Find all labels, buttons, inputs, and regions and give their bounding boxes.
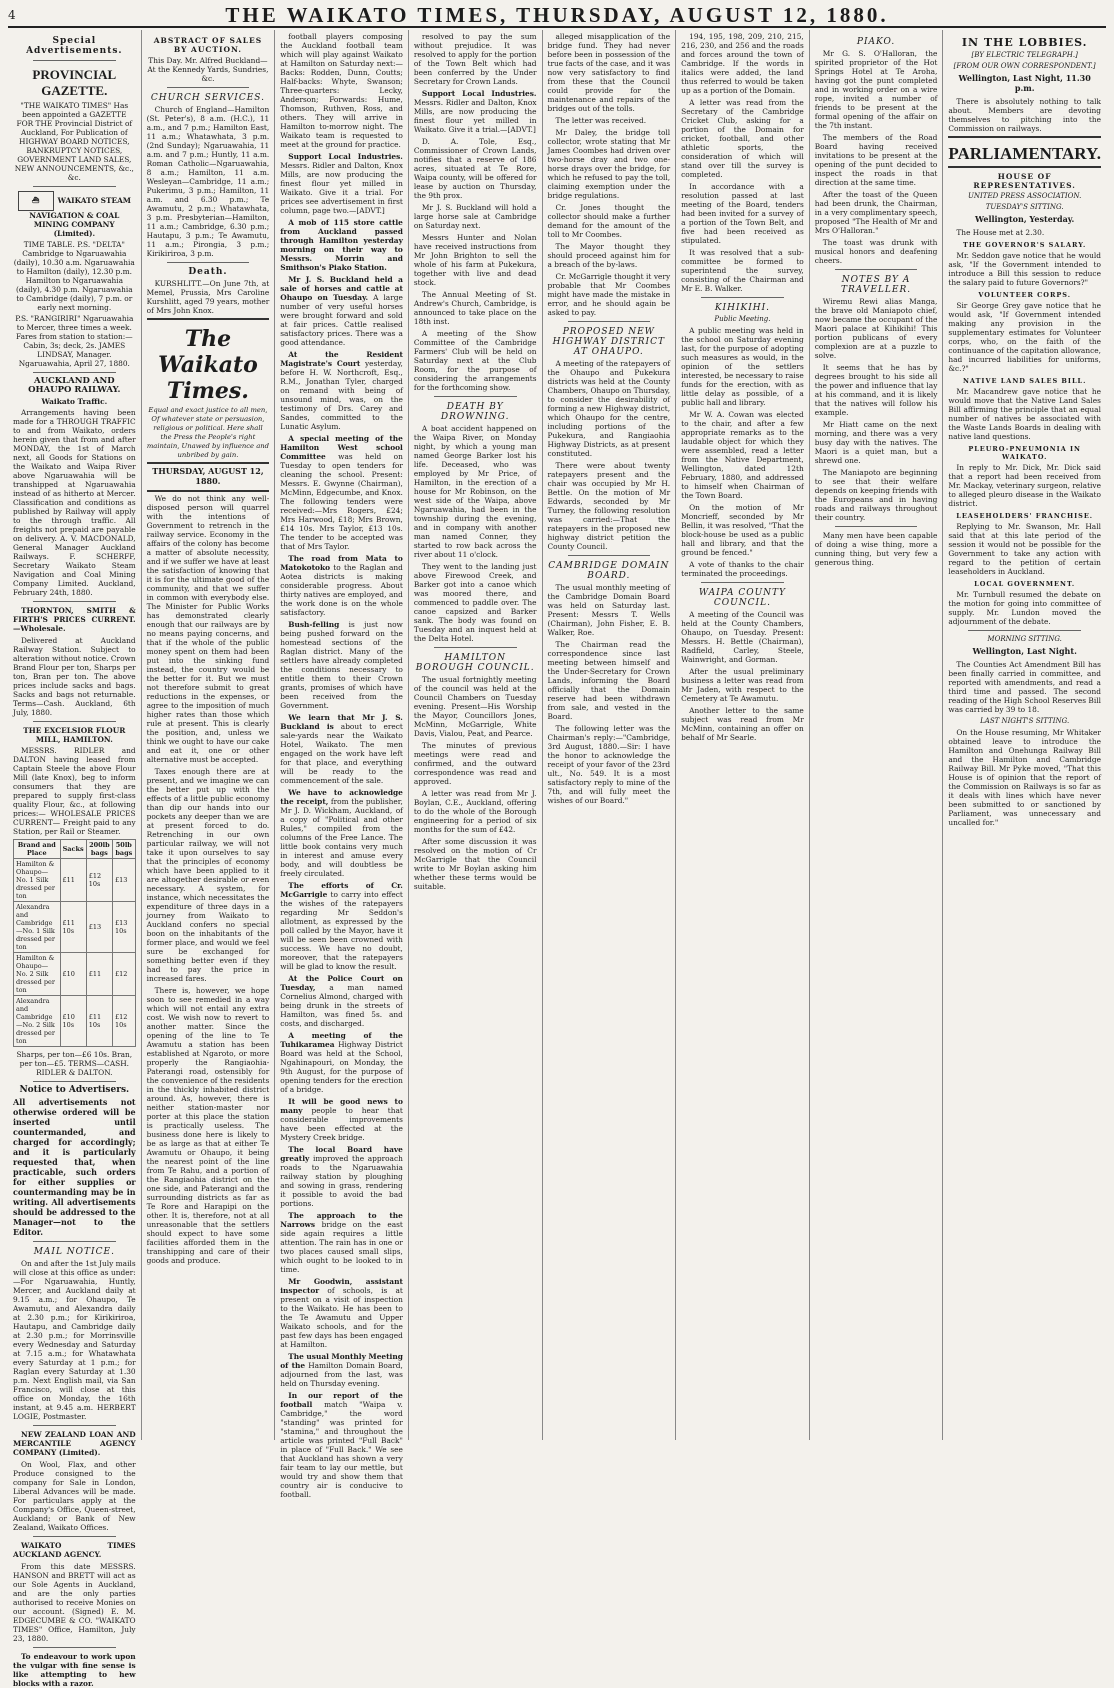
news-item — [280, 350, 403, 431]
waikato-traffic: Waikato Traffic. — [41, 397, 108, 406]
traveller-paragraph: It seems that he has by degrees brought to his side all the power and influence that lay at his command, and it is likely that the natives will follow his example. — [814, 363, 938, 417]
drowning-paragraph: They went to the landing just above Firewood Creek, and Barker got into a canoe which was moored there, and commenced to paddle over. The canoe capsized and Barker sank. The body was found on Tuesday and an inquest held at the Delta Hotel. — [413, 562, 537, 643]
news-paragraph: A letter was read from the Secretary of the Cambridge Cricket Club, asking for a portion of the Domain for cricket, football, and other athletic sports, the consideration of which will stand over till the survey is completed. — [681, 98, 804, 179]
kihikihi-paragraph: On the motion of Mr Moncrieff, seconded by Mr Bellin, it was resolved, "That the block-house be used as a public hall and library, and that the ground be fenced." — [681, 503, 804, 557]
masthead — [8, 4, 1106, 28]
steam-title — [13, 191, 136, 238]
kihikihi-paragraph: Mr W. A. Cowan was elected to the chair, and after a few appropriate remarks as to the laudable object for which they were assembled, read a letter from the Native Department, Wellington, dated 12th February, 1880, and addressed to himself when Chairman of the Town Board. — [681, 410, 804, 500]
page-number: 4 — [8, 8, 16, 22]
table-cell: Hamilton & Ohaupo—No. 2 Silk dressed per ton — [14, 953, 61, 996]
thornton-title: THORNTON, SMITH & FIRTH'S PRICES CURRENT.—Wholesale. — [13, 606, 136, 633]
rangiriri-notice: P.S. "RANGIRIRI" Ngaruawahia to Mercer, three times a week. Fares from station to station:—Cabin, 3s; deck, 2s. JAMES LINDSAY, Manager. Ngaruawahia, April 27, 1880. — [15, 314, 134, 368]
news-item — [280, 1145, 403, 1208]
timetable: TIME TABLE. P.S. "DELTA" Cambridge to Ngaruawahia (daily), 10.30 a.m. Ngaruawahia to Hamilton (daily), 12.30 p.m. Hamilton to Ngaruawahia (daily), 4.30 p.m. Ngaruawahia to Cambridge (daily), 7 p.m. or early next morning. — [13, 240, 135, 312]
piako-paragraph: Mr G. S. O'Halloran, the spirited proprietor of the Hot Springs Hotel at Te Aroha, having got the punt completed and in working order on a wire rope, invited a number of friends to be present at the formal opening of the affair on the 7th instant. — [814, 49, 938, 130]
gazette-body: "THE WAIKATO TIMES" Has been appointed a GAZETTE FOR THE Provincial District of Auckland, For Publication of HIGHWAY BOARD NOTICES, BANKRUPTCY NOTICES, GOVERNMENT LAND SALES, NEW ANNOUNCEMENTS, &c., &c. — [14, 101, 134, 182]
divider — [33, 60, 116, 61]
table-cell: £11 10s — [86, 996, 112, 1047]
news-intro: 194, 195, 198, 209, 210, 215, 216, 230, and 256 and the roads and forces around the town of Cambridge. If the words in italics were added, the land thus referred to would be taken up as a portion of the Domain. — [681, 32, 804, 95]
endeavour-quote: To endeavour to work upon the vulgar with fine sense is like attempting to hew blocks with a razor. — [13, 1652, 136, 1688]
news-item-title: At the Police Court on Tuesday, — [280, 974, 403, 992]
item-body: Mr. Macandrew gave notice that he would move that the Native Land Sales Bill affirming the principle that an equal number of natives be associated with the Waste Lands Boards in dealing with native land questions. — [948, 387, 1101, 441]
mail-title: MAIL NOTICE. — [33, 1247, 115, 1257]
domain-paragraph: The usual monthly meeting of the Cambridge Domain Board was held on Saturday last. Present: Messrs T. Wells (Chairman), John Fisher, E. B. Walker, Roe. — [547, 583, 671, 637]
agency-title: WAIKATO TIMES AUCKLAND AGENCY. — [13, 1541, 136, 1559]
waipa-paragraph: A meeting of the Council was held at the County Chambers, Ohaupo, on Tuesday. Present: Messrs. H. Bettle (Chairman), Radfield, Carley, Steele, Wainwright, and Gorman. — [681, 610, 804, 664]
nzloan-body: On Wool, Flax, and other Produce consigned to the company for Sale in London, Liberal Advances will be made. For particulars apply at the Company's Office, Queen-street, Auckland; or Bank of New Zealand, Waikato Offices. — [13, 1460, 136, 1532]
waipa-paragraph: Another letter to the same subject was read from Mr McMinn, containing an offer on behalf of Mr Searle. — [681, 706, 804, 742]
news-item-body: improved the approach roads to the Ngaruawahia railway station by ploughing and sowing in grass, rendering it possible to avoid the bad portions. — [280, 1154, 403, 1208]
last-sitting-title: LAST NIGHT'S SITTING. — [980, 717, 1070, 725]
divider — [434, 647, 517, 648]
column-7 — [810, 30, 944, 1440]
table-row — [14, 996, 136, 1047]
news-item-title: The efforts of Cr. McGarrigle — [280, 881, 403, 899]
news-item-title: The local Board have greatly — [280, 1145, 403, 1163]
news-item-body: Highway District Board was held at the School, Ngahinapouri, on Monday, the 9th August, for the purpose of opening tenders for the erection of a bridge. — [280, 1040, 403, 1094]
news-item-title: Support Local Industries. — [421, 89, 537, 98]
nzloan-title: NEW ZEALAND LOAN AND MERCANTILE AGENCY COMPANY (Limited). — [13, 1430, 136, 1457]
lobbies-subtitle: [BY ELECTRIC TELEGRAPH.] — [971, 51, 1078, 59]
table-cell: £11 — [60, 859, 86, 902]
paper-motto: Equal and exact justice to all men, Of whatever state or persuasion, religious or political. Here shall the Press the People's right maintain, Unawed by influence and unbribed by gain. — [146, 406, 270, 459]
proposed-title: PROPOSED NEW HIGHWAY DISTRICT AT OHAUPO. — [552, 327, 665, 357]
piako-paragraph: The members of the Road Board having received invitations to be present at the opening of the punt decided to inspect the roads in that direction at the same time. — [814, 133, 938, 187]
football-intro: football players composing the Auckland football team which will play against Waikato at Hamilton on Saturday next:—Backs: Rodden, Dunn, Coutts; Half-backs: Whyte, Swanson; Three-quarters: Lecky, Anderson; Forwards: Hume, Thomson, Ruthven, Ross, and others. They will arrive in Hamilton to-morrow night. The Waikato team is requested to meet at the ground for practice. — [280, 32, 403, 149]
table-header: 50lb bags — [113, 840, 136, 859]
borough-paragraph: The usual fortnightly meeting of the council was held at the Council Chambers on Tuesday evening. Present—His Worship the Mayor, Councillors Jones, McMinn, McGarrigle, White Davis, Vialou, Peat, and Pearce. — [413, 675, 537, 738]
news-item — [280, 1211, 403, 1274]
divider — [147, 490, 270, 492]
news-paragraph: In accordance with a resolution passed at last meeting of the Board, tenders had been invited for a survey of a portion of the Town Belt, and five had been received as stipulated. — [681, 182, 804, 245]
divider — [33, 721, 116, 722]
news-item-title: A special meeting of the Hamilton West school Committee — [280, 434, 403, 461]
divider — [568, 555, 651, 556]
news-item-body: Hamilton Domain Board, adjourned from the last, was held on Thursday evening. — [280, 1361, 403, 1388]
many-men-quote: Many men have been capable of doing a wise thing, more a cunning thing, but very few a generous thing. — [814, 531, 938, 567]
column-4 — [409, 30, 543, 1440]
news-item — [414, 89, 537, 134]
steamship-icon: ⛴ — [18, 191, 54, 211]
news-item — [280, 1277, 403, 1349]
table-cell: £13 — [86, 902, 112, 953]
news-intro: resolved to pay the sum without prejudice. It was resolved to apply for the portion of the Town Belt which had been conferred by the Under Secretary for Crown Lands. — [413, 32, 537, 86]
column-8 — [943, 30, 1106, 1440]
item-title: VOLUNTEER CORPS. — [978, 291, 1071, 299]
news-item — [280, 152, 403, 215]
item-title: PLEURO-PNEUMONIA IN WAIKATO. — [968, 445, 1081, 461]
news-item-title: The usual Monthly Meeting of the — [280, 1352, 403, 1370]
table-cell: Alexandra and Cambridge—No. 2 Silk dressed per ton — [14, 996, 61, 1047]
house-title: HOUSE OF REPRESENTATIVES. — [973, 172, 1076, 190]
drowning-paragraph: A boat accident happened on the Waipa River, on Monday night, by which a young man named George Barker lost his life. Deceased, who was employed by Mr Price, of Hamilton, in the erection of a house for Mr Robinson, on the west side of the Waipa, above Ngaruawahia, had been in the township during the evening, and in company with another man named Conner, they started to row back across the river about 11 o'clock. — [413, 424, 537, 559]
divider — [701, 297, 784, 298]
divider — [434, 396, 517, 397]
news-item-title: Bush-felling — [288, 620, 340, 629]
agency-body: From this date MESSRS. HANSON and BRETT will act as our Sole Agents in Auckland, and are the only parties authorised to receive Monies on our account. (Signed) E. M. EDGECUMBE & CO. "WAIKATO TIMES" Office, Hamilton, July 23, 1880. — [13, 1562, 136, 1643]
press-association: UNITED PRESS ASSOCIATION. — [968, 192, 1082, 200]
news-item-title: The approach to the Narrows — [280, 1211, 403, 1229]
table-cell: £12 10s — [113, 996, 136, 1047]
news-item-body: Messrs. Ridler and Dalton, Knox Mills, are now producing the finest flour yet milled in Waikato. Give it a trial.—[ADVT.] — [413, 98, 537, 134]
divider — [167, 87, 250, 88]
news-item — [280, 1391, 403, 1499]
news-item-body: of schools, is at present on a visit of inspection to the Waikato. He has been to the Te Awamutu and Upper Waikato schools, and for the past few days has been engaged at Hamilton. — [280, 1286, 403, 1349]
column-1 — [8, 30, 142, 1688]
table-header: Sacks — [60, 840, 86, 859]
table-header: 200lb bags — [86, 840, 112, 859]
notice-title: Notice to Advertisers. — [19, 1085, 130, 1095]
news-paragraph: Mr J. S. Buckland will hold a large horse sale at Cambridge on Saturday next. — [413, 203, 537, 230]
lobbies-dateline: Wellington, Last Night, 11.30 p.m. — [958, 73, 1091, 93]
traveller-paragraph: Wiremu Rewi alias Manga, the brave old Maniapoto chief, now became the occupant of the Maori palace at Kihikihi! This portion publicans of every complexion are at a puzzle to solve. — [814, 297, 938, 360]
editorial-paragraph: Taxes enough there are at present, and we imagine we can the better put up with the effects of a little public economy than dip our hands into our pockets any deeper than we are at present forced to do. Retrenching in our own particular railway, we will not take it upon ourselves to say that the principles of economy which have been applied to it are altogether desirable or even necessary. A system, for instance, which necessitates the expenditure of three days in a journey from Waikato to Auckland confers no special boon on the inhabitants of the former place, and would we feel sure be exchanged for something better even if they had to pay the price in increased fares. — [146, 767, 270, 983]
steam-title-text: WAIKATO STEAM NAVIGATION & COAL MINING COMPANY (Limited). — [29, 196, 131, 238]
news-item — [280, 434, 403, 551]
divider — [968, 630, 1081, 631]
divider — [948, 166, 1101, 168]
divider — [568, 321, 651, 322]
editorial-paragraph: We do not think any well-disposed person will quarrel with the intentions of Government to retrench in the railway service. Economy in the affairs of the colony has become a matter of absolute necessity, and if we suffer we have at least the satisfaction of knowing that it is for the ultimate good of the community, and that we suffer in common with everybody else. The Minister for Public Works has demonstrated clearly enough that our railways are by no means paying concerns, and that if the whole of the public money spent on them had been put into the sinking fund instead, the country would be the better for it. But we must not therefore submit to great reductions in the expenses, or agree to the imposition of much higher rates than those which rule at present. This is clearly the position, and, unless we think we ought to have our cake and eat it, one or other alternative must be accepted. — [146, 494, 270, 764]
news-item-body: Messrs. Ridler and Dalton, Knox Mills, are now producing the finest flour yet milled in Waikato. Give it a trial. For prices see advertisement in first column, page two.—[ADVT.] — [280, 161, 403, 215]
divider — [835, 269, 918, 270]
news-paragraph: Cr. Jones thought the collector should make a further demand for the amount of the toll to Mr Coombes. — [547, 203, 671, 239]
news-paragraph: A meeting of the Show Committee of the Cambridge Farmers' Club will be held on Saturday next at the Club Room, for the purpose of considering the arrangements for the forthcoming show. — [413, 329, 537, 392]
news-item — [280, 1097, 403, 1142]
divider — [948, 136, 1101, 138]
divider — [33, 1536, 116, 1537]
news-item-body: A large number of very useful horses were brought forward and sold at fair prices. Cattle realised satisfactory prices. There was a good attendance. — [280, 293, 403, 347]
morning-sitting-title: MORNING SITTING. — [987, 635, 1062, 643]
piako-title: PIAKO. — [856, 37, 896, 47]
traveller-title: NOTES BY A TRAVELLER. — [841, 275, 912, 295]
railway-body: Arrangements having been made for a THROUGH TRAFFIC to and from Waikato, orders herein given that from and after MONDAY, the 1st of March next, all Goods for Stations on the Waikato and Waipa River above Ngaruawahia will be transhipped at Ngaruawahia instead of as hitherto at Mercer. Classification and conditions as published by Railway will apply to the through traffic. All freights not prepaid are payable on delivery. A. V. MACDONALD, General Manager Auckland Railways. F. SCHERFF, Secretary Waikato Steam Navigation and Coal Mining Company Limited. Auckland, February 24th, 1880. — [13, 408, 136, 597]
wellington-dateline: Wellington, Yesterday. — [975, 214, 1075, 224]
borough-paragraph: A letter was read from Mr J. Boylan, C.E., Auckland, offering to do the whole of the Borough engineering for a period of six months for the sum of £42. — [413, 789, 537, 834]
table-cell: £12 — [113, 953, 136, 996]
news-item-title: A mob of 115 store cattle from Auckland passed through Hamilton yesterday morning on their way to Messrs. Morrin and Smithson's Piako Station. — [280, 218, 403, 272]
table-cell: £11 — [86, 953, 112, 996]
news-item-title: The road from Mata to Matokotoko — [280, 554, 403, 572]
notice-body: All advertisements not otherwise ordered will be inserted until countermanded, and charged for accordingly; and it is particularly requested that, when practicable, such orders for either supplies or countermanding may be in writing. All advertisements should be addressed to the Manager—not to the Editor. — [13, 1097, 136, 1237]
news-item — [280, 218, 403, 272]
table-cell: £13 — [113, 859, 136, 902]
item-body: Replying to Mr. Swanson, Mr. Hall said that at this late period of the session it would not be possible for the Government to take any action with regard to the petition of certain leaseholders in Auckland. — [948, 522, 1101, 576]
news-item — [280, 275, 403, 347]
column-3 — [275, 30, 409, 1499]
table-row — [14, 953, 136, 996]
kihikihi-paragraph: A vote of thanks to the chair terminated the proceedings. — [681, 560, 804, 578]
news-item-body: from the publisher, Mr J. D. Wickham, Auckland, of a copy of "Political and other Rules," compiled from the columns of the Free Lance. The little book contains very much in interest and amuse every body, and will doubtless be freely circulated. — [280, 797, 403, 878]
news-item — [280, 554, 403, 617]
news-item-body: match "Waipa v. Cambridge," the word "standing" was printed for "stamina," and throughout the article was printed "Full Back" in place of "Full Back." We see that Auckland has shown a very fair team to lay our mettle, but would try and show them that country air is conducive to football. — [280, 1400, 403, 1499]
domain-paragraph: The following letter was the Chairman's reply:—"Cambridge, 3rd August, 1880.—Sir: I have the honor to acknowledge the receipt of your favor of the 23rd ult., No. 549. It is a most satisfactory reply to mine of the 7th, and will fully meet the wishes of our Board." — [547, 724, 671, 805]
church-body: Church of England—Hamilton (St. Peter's), 8 a.m. (H.C.), 11 a.m., and 7 p.m.; Hamilton East, 11 a.m.; Whatawhata, 3 p.m. (2nd Sunday); Ngaruawahia, 11 a.m. and 7 p.m.; Huntly, 11 a.m. Roman Catholic—Ngaruawahia, 8 a.m.; Hamilton, 11 a.m. Wesleyan—Cambridge, 11 a.m.; Pukerimu, 3 p.m.; Hamilton, 11 a.m. and 6.30 p.m.; Te Awamutu, 2 p.m.; Whatawhata, 3 p.m. Presbyterian—Hamilton, 11 a.m.; Cambridge, 6.30 p.m.; Hautapu, 3 p.m.; Te Awamutu, 11 a.m.; Pirongia, 3 p.m.; Kirikiriroa, 3 p.m. — [146, 105, 270, 258]
divider — [147, 318, 270, 320]
divider — [167, 262, 250, 263]
death-title: Death. — [188, 267, 228, 277]
news-item-body: yesterday, before H. W. Northcroft, Esq., R.M., Jonathan Tyler, charged on remand with being of unsound mind, was, on the testimony of Drs. Carey and Sandes, committed to the Lunatic Asylum. — [280, 359, 403, 431]
house-rose: The House met at 2.30. — [956, 228, 1045, 237]
news-item — [280, 1352, 403, 1388]
news-paragraph: Messrs Hunter and Nolan have received instructions from Mr John Brighton to sell the whole of his farm at Pukekura, together with live and dead stock. — [413, 233, 537, 287]
kihikihi-paragraph: A public meeting was held in the school on Saturday evening last, for the purpose of adopting such measures as would, in the opinion of the settlers interested, be necessary to raise funds for the erection, with as little delay as possible, of a public hall and library. — [681, 326, 804, 407]
borough-title: HAMILTON BOROUGH COUNCIL. — [415, 653, 535, 673]
news-item — [280, 974, 403, 1028]
news-item-body: is just now being pushed forward on the homestead sections of the Raglan district. Many of the settlers have already completed the conditions necessary to entitle them to their Crown grants, promises of which have been received from the Government. — [280, 620, 403, 710]
divider — [33, 372, 116, 373]
news-item-title: It will be good news to many — [280, 1097, 403, 1115]
column-6 — [676, 30, 810, 1440]
news-paragraph: It was resolved that a sub-committee be formed to superintend the survey, consisting of the Chairman and Mr E. B. Walker. — [681, 248, 804, 293]
proposed-paragraph: A meeting of the ratepayers of the Ohaupo and Pukekura districts was held at the County Chambers, Ohaupo on Thursday, to consider the desirability of forming a new Highway district, which Ohaupo for the centre, including portions of the Pukekura, and Rangiaohia Highway Districts, as at present constituted. — [547, 359, 671, 458]
paper-title: The Waikato Times. — [158, 326, 258, 404]
news-item — [280, 713, 403, 785]
news-paragraph: D. A. Tole, Esq., Commissioner of Crown Lands, notifies that a reserve of 186 acres, situated at Te Rore, Waipa county, will be offered for lease by auction on Thursday, the 9th prox. — [413, 137, 537, 200]
railway-title: AUCKLAND AND OHAUPO RAILWAY. — [28, 376, 121, 395]
issue-date: THURSDAY, AUGUST 12, 1880. — [152, 466, 264, 486]
divider — [147, 462, 270, 464]
news-item — [280, 881, 403, 971]
news-item-body: about to erect sale-yards near the Waikato Hotel, Waikato. The men engaged on the work have left for that place, and everything will be ready to the commencement of the sale. — [280, 722, 403, 785]
mail-body: On and after the 1st July mails will close at this office as under:—For Ngaruawahia, Huntly, Mercer, and Auckland daily at 9.15 a.m.; for Ohaupo, Te Awamutu, and Alexandra daily at 2.30 p.m.; for Kirikiriroa, Hautapu, and Cambridge daily at 2.30 p.m.; for Morrinsville every Wednesday and Saturday at 7.15 a.m.; for Whatawhata every Saturday at 1 p.m.; for Raglan every Saturday at 1.30 p.m. Next English mail, via San Francisco, will close at this office on Monday, the 16th instant, at 9.45 a.m. HERBERT LOGIE, Postmaster. — [13, 1259, 136, 1421]
news-paragraph: The Mayor thought they should proceed against him for a breach of the by-laws. — [547, 242, 671, 269]
piako-paragraph: After the toast of the Queen had been drunk, the Chairman, in a very complimentary speech, proposed "The Health of Mr and Mrs O'Halloran." — [814, 190, 938, 235]
table-row — [14, 902, 136, 953]
editorial-paragraph: There is, however, we hope soon to see remedied in a way which will not entail any extra cost. We wish now to revert to another matter. Since the opening of the line to Te Awamutu a station has been established at Ngaroto, or more properly the Rangiaohia-Paterangi road, ostensibly for the convenience of the residents in the thickly inhabited district around. As, however, there is neither station-master nor porter at this place the station is practically useless. The business done here is likely to be as large as that at either Te Awamutu or Ohaupo, it being the nearest point of the line from Te Rahu, and a portion of the Rangiaohia district on the one side, and Paterangi and the surrounding districts as far as Te Rore and Harapipi on the other. It is, therefore, not at all unreasonable that the settlers should expect to have some facilities afforded them in the transhipping and care of their goods and produce. — [146, 986, 270, 1265]
news-item — [280, 620, 403, 710]
church-title: CHURCH SERVICES. — [150, 93, 265, 103]
item-title: LEASEHOLDERS' FRANCHISE. — [956, 512, 1094, 520]
item-body: Mr. Turnbull resumed the debate on the motion for going into committee of supply. Mr. Lundon moved the adjournment of the debate. — [948, 590, 1101, 626]
table-header-row — [14, 840, 136, 859]
proposed-paragraph: There were about twenty ratepayers present and the chair was occupied by Mr H. Bettle. On the motion of Mr Edwards, seconded by Mr Turney, the following resolution was carried:—That the ratepayers in the proposed new highway district petition the County Council. — [547, 461, 671, 551]
table-cell: £10 10s — [60, 996, 86, 1047]
news-item-title: We learn that Mr J. S. Buckland is — [280, 713, 403, 731]
domain-paragraph: The Chairman read the correspondence since last meeting between himself and the Under-Secretary for Crown Lands, informing the Board officially that the Domain reserve had been withdrawn from sale, and vested in the Board. — [547, 640, 671, 721]
table-cell: £11 10s — [60, 902, 86, 953]
drowning-title: DEATH BY DROWNING. — [440, 402, 510, 422]
item-body: Mr. Seddon gave notice that he would ask, "If the Government intended to introduce a Bill this session to reduce the salary paid to future Governors?" — [948, 251, 1101, 287]
item-title: NATIVE LAND SALES BILL. — [962, 377, 1087, 385]
table-cell: Alexandra and Cambridge—No. 1 Silk dressed per ton — [14, 902, 61, 953]
parliamentary-title: PARLIAMENTARY. — [948, 144, 1101, 163]
lobbies-from: [FROM OUR OWN CORRESPONDENT.] — [953, 62, 1096, 70]
divider — [33, 1425, 116, 1426]
news-item-title: At the Resident Magistrate's Court — [280, 350, 403, 368]
sitting-title: TUESDAY'S SITTING. — [985, 203, 1064, 211]
news-item — [280, 788, 403, 878]
table-cell: £10 — [60, 953, 86, 996]
news-item-body: a man named Cornelius Almond, charged with being drunk in the streets of Hamilton, was fined 5s. and costs, and discharged. — [280, 983, 403, 1028]
news-item-title: We have to acknowledge the receipt, — [280, 788, 403, 806]
news-paragraph: The letter was received. — [555, 116, 647, 125]
excelsior-body: MESSRS. RIDLER and DALTON having leased from Captain Steele the above Flour Mill (late Knox), beg to inform consumers that they are prepared to supply first-class quality Flour, &c., at following prices:— WHOLESALE PRICES CURRENT— Freight paid to any Station, per Rail or Steamer. — [13, 746, 136, 836]
death-body: KURSHLITT.—On June 7th, at Memel, Prussia, Mrs Caroline Kurshlitt, aged 79 years, mother of Mrs John Knox. — [146, 279, 270, 315]
waipa-paragraph: After the usual preliminary business a letter was read from Mr Jaden, with respect to the Cemetery at Te Awamutu. — [681, 667, 804, 703]
column-5 — [543, 30, 677, 1440]
morning-body: The Counties Act Amendment Bill has been finally carried in committee, and reported with amendments, and read a third time and passed. The second reading of the High School Reserves Bill was carried by 39 to 18. — [948, 660, 1101, 714]
news-item — [280, 1031, 403, 1094]
piako-paragraph: The toast was drunk with musical honors and deafening cheers. — [814, 238, 938, 265]
traveller-paragraph: Mr Hiatt came on the next morning, and there was a very busy day with the natives. The Maori is a quiet man, but a shrewd one. — [814, 420, 938, 465]
divider — [33, 601, 116, 602]
table-cell: £12 10s — [86, 859, 112, 902]
divider — [701, 582, 784, 583]
lobbies-body: There is absolutely nothing to talk about. Members are devoting themselves to pitching into the Commission on railways. — [948, 97, 1101, 133]
freight-footer: Sharps, per ton—£6 10s. Bran, per ton—£5. TERMS—CASH. RIDLER & DALTON. — [16, 1050, 133, 1077]
table-row — [14, 859, 136, 902]
morning-dateline: Wellington, Last Night. — [972, 646, 1077, 656]
divider — [33, 1081, 116, 1082]
table-header: Brand and Place — [14, 840, 61, 859]
waipa-title: WAIPA COUNTY COUNCIL. — [698, 588, 786, 608]
sales-title: ABSTRACT OF SALES BY AUCTION. — [153, 36, 263, 54]
divider — [33, 186, 116, 187]
borough-paragraph: The minutes of previous meetings were read and confirmed, and the outward correspondence was read and approved. — [413, 741, 537, 786]
news-item-body: was held on Tuesday to open tenders for cleaning the school. Present: Messrs. E. Gwynne (Chairman), McMinn, Edgecumbe, and Knox. The following tenders were received:—Mrs Rogers, £24; Mrs Harwood, £18; Mrs Brown, £14 10s. Mrs Taylor, £13 10s. The tender to be accepted was that of Mrs Taylor. — [280, 452, 403, 551]
borough-paragraph: After some discussion it was resolved on the motion of Cr McGarrigle that the Council write to Mr Boylan asking him whether these terms would be suitable. — [413, 837, 537, 891]
news-item-title: A meeting of the Tuhikaramea — [280, 1031, 403, 1049]
news-item-body: to the Raglan and Aotea districts is making considerable progress. About thirty natives are employed, and the work done is on the whole satisfactory. — [280, 563, 403, 617]
table-cell: Hamilton & Ohaupo—No. 1 Silk dressed per ton — [14, 859, 61, 902]
sales-body: This Day. Mr. Alfred Buckland—At the Kennedy Yards, Sundries, &c. — [147, 56, 269, 83]
domain-title: CAMBRIDGE DOMAIN BOARD. — [548, 561, 670, 581]
column-2 — [142, 30, 276, 1440]
gazette-title: PROVINCIAL GAZETTE. — [32, 67, 117, 98]
news-item-body: people to hear that considerable improvements have been effected at the Mystery Creek bridge. — [280, 1106, 403, 1142]
divider — [835, 526, 918, 527]
news-item-body: to carry into effect the wishes of the ratepayers regarding Mr Seddon's allotment, as expressed by the poll called by the Mayor, have it will be seen been crowned with success. We have no doubt, moreover, that the ratepayers will be glad to know the result. — [280, 890, 403, 971]
divider — [33, 1647, 116, 1648]
last-sitting-body: On the House resuming, Mr Whitaker obtained leave to introduce the Hamilton and Onehunga Railway Bill and the Hamilton and Cambridge Railway Bill. Mr Pyke moved, "That this House is of opinion that the report of the Commission on Railways is so far as it deals with lines which have never been submitted to or sanctioned by Parliament, was unnecessary and uncalled for." — [948, 728, 1101, 827]
columns — [8, 30, 1106, 1688]
kihikihi-title: KIHIKIHI. — [714, 303, 771, 313]
news-item-title: Mr Goodwin, assistant inspector — [280, 1277, 403, 1295]
masthead-title: THE WAIKATO TIMES, THURSDAY, AUGUST 12, 1880. — [225, 2, 889, 27]
news-item-body: bridge on the east side again requires a little attention. The rain has in one or two places caused small slips, which ought to be looked to in time. — [280, 1220, 403, 1274]
freight-table — [13, 839, 136, 1047]
item-title: THE GOVERNOR'S SALARY. — [963, 241, 1087, 249]
item-body: In reply to Mr. Dick, Mr. Dick said that a report had been received from Mr. Mackay, veterinary surgeon, relative to alleged pleuro disease in the Waikato district. — [948, 463, 1101, 508]
divider — [33, 1241, 116, 1242]
news-paragraph: Mr Daley, the bridge toll collector, wrote stating that Mr James Coombes had driven over two-horse dray and two one-horse drays over the bridge, for which he refused to pay the toll, claiming exemption under the bridge regulations. — [547, 128, 671, 200]
news-paragraph: Cr. McGarrigle thought it very probable that Mr Coombes might have made the mistake in error, and he should again be asked to pay. — [547, 272, 671, 317]
excelsior-title: THE EXCELSIOR FLOUR MILL, HAMILTON. — [23, 726, 126, 744]
kihikihi-subtitle: Public Meeting. — [714, 315, 771, 323]
thornton-body: Delivered at Auckland Railway Station. Subject to alteration without notice. Crown Brand Flour per ton, Sharps per ton, Bran per ton. The above prices include sacks and bags. Sacks and bags not returnable. Terms—Cash. Auckland, 6th July, 1880. — [13, 636, 136, 717]
item-body: Sir George Grey gave notice that he would ask, "If Government intended making any provision in the supplementary estimates for Volunteer corps, who, on the faith of the continuance of the capitation allowance, had incurred liabilities for uniforms, &c.?" — [948, 301, 1101, 373]
table-cell: £13 10s — [113, 902, 136, 953]
news-item-title: Mr J. S. Buckland held a sale of horses and cattle at Ohaupo on Tuesday. — [280, 275, 403, 302]
news-paragraph: The Annual Meeting of St. Andrew's Church, Cambridge, is announced to take place on the 18th inst. — [413, 290, 537, 326]
news-item-title: Support Local Industries. — [288, 152, 403, 161]
special-ads-heading: Special Advertisements. — [26, 36, 123, 56]
lobbies-title: IN THE LOBBIES. — [961, 36, 1088, 49]
item-title: LOCAL GOVERNMENT. — [974, 580, 1076, 588]
news-item-title: In our report of the football — [280, 1391, 403, 1409]
traveller-paragraph: The Maniapoto are beginning to see that their welfare depends on keeping friends with the Europeans and in having roads and railways throughout their country. — [814, 468, 938, 522]
news-intro: alleged misapplication of the bridge fund. They had never before been in possession of the true facts of the case, and it was now very satisfactory to find from these that the Council could provide for the maintenance and repairs of the bridges out of the tolls. — [547, 32, 671, 113]
